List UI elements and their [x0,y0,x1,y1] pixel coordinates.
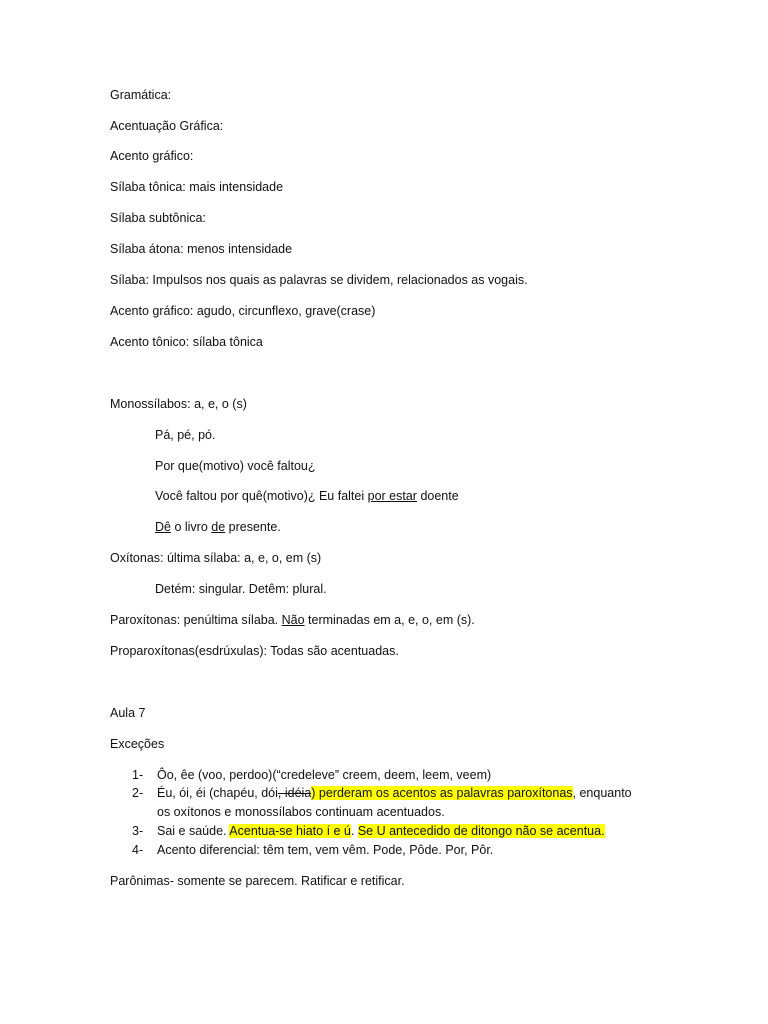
list-item-3 [157,823,605,839]
line-silaba-atona: Sílaba átona: menos intensidade [110,242,293,256]
line-paroxitonas [110,612,475,628]
heading-excecoes: Exceções [110,737,165,751]
example-porque-2-text: Você faltou por quê(motivo)¿ Eu faltei [155,489,368,503]
highlight-ditongo: Se U antecedido de ditongo não se acentua. [357,824,605,838]
example-porque: Por que(motivo) você faltou¿ [155,459,316,473]
example-pa: Pá, pé, pó. [155,428,216,442]
list-item-2 [157,785,632,801]
list-item-3-text: Sai e saúde. [157,824,230,838]
list-number-2: 2- [132,786,144,800]
list-number-4: 4- [132,843,144,857]
paroxitonas-text: Paroxítonas: penúltima sílaba. [110,613,282,627]
strikethrough-ideia: , idéia [277,786,312,800]
line-acento-grafico-tipos: Acento gráfico: agudo, circunflexo, grave(crase) [110,304,376,318]
list-item-3-sep: . [350,824,358,838]
highlight-paroxitonas: ) perderam os acentos as palavras paroxítonas [311,786,573,800]
list-item-2-end: , enquanto [572,786,632,800]
line-acento-tonico: Acento tônico: sílaba tônica [110,335,263,349]
heading-gramatica: Gramática: [110,88,172,102]
list-number-3: 3- [132,824,144,838]
line-silaba-subtonica: Sílaba subtônica: [110,211,206,225]
underlined-de-verb: Dê [155,520,171,534]
list-item-1: Ôo, êe (voo, perdoo)(“credeleve” creem, deem, leem, veem) [157,768,492,782]
example-de-text: o livro [170,520,212,534]
underlined-por-estar: por estar [367,489,417,503]
line-acento-grafico: Acento gráfico: [110,149,194,163]
paroxitonas-end: terminadas em a, e, o, em (s). [304,613,475,627]
example-de [155,519,281,535]
list-number-1: 1- [132,768,144,782]
line-oxitonas: Oxítonas: última sílaba: a, e, o, em (s) [110,551,322,565]
heading-acentuacao: Acentuação Gráfica: [110,119,224,133]
underlined-nao: Não [281,613,305,627]
line-paronimas: Parônimas- somente se parecem. Ratificar e retificar. [110,874,405,888]
highlight-hiato: Acentua-se hiato í e ú [229,824,351,838]
line-silaba-tonica: Sílaba tônica: mais intensidade [110,180,284,194]
heading-aula: Aula 7 [110,706,146,720]
example-porque-2 [155,488,459,504]
line-proparoxitonas: Proparoxítonas(esdrúxulas): Todas são acentuadas. [110,644,399,658]
example-detem: Detém: singular. Detêm: plural. [155,582,327,596]
list-item-4: Acento diferencial: têm tem, vem vêm. Pode, Pôde. Por, Pôr. [157,843,494,857]
line-monossilabos: Monossílabos: a, e, o (s) [110,397,247,411]
line-silaba: Sílaba: Impulsos nos quais as palavras se dividem, relacionados as vogais. [110,273,528,287]
example-de-end: presente. [225,520,281,534]
list-item-2-text: Éu, ói, éi (chapéu, dói [157,786,278,800]
underlined-de-prep: de [211,520,226,534]
example-porque-2-end: doente [416,489,459,503]
list-item-2-continuation: os oxítonos e monossílabos continuam acentuados. [157,805,445,819]
